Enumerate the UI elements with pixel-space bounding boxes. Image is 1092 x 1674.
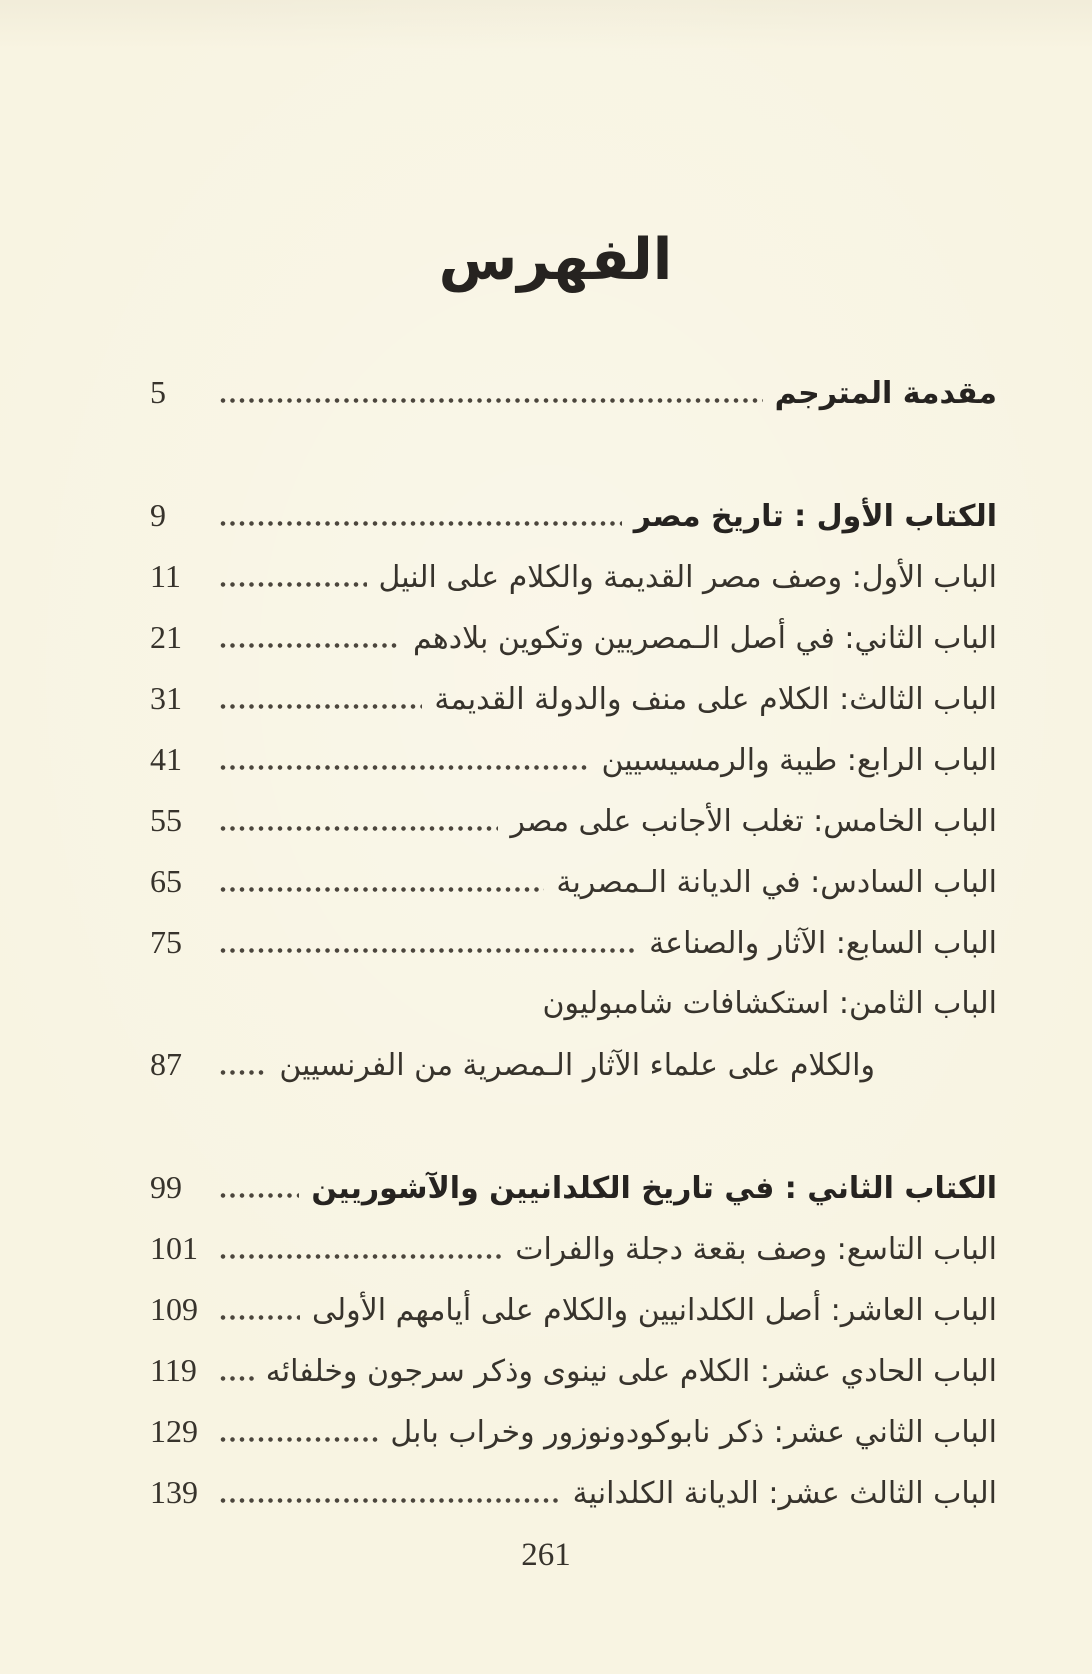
toc-section: [150, 362, 997, 423]
toc-entry: [150, 1340, 997, 1401]
toc-page-number: 21: [150, 619, 182, 655]
toc-page-number: 101: [150, 1230, 198, 1266]
toc-page-number: 31: [150, 680, 182, 716]
toc-entry-label: الكتاب الثاني : في تاريخ الكلدانيين والآشوريين: [311, 1171, 997, 1206]
toc-page-number: 75: [150, 924, 182, 960]
toc-page-number: 55: [150, 802, 182, 838]
dot-leader: [220, 1254, 503, 1259]
toc-entry: [150, 729, 997, 790]
dot-leader: [220, 826, 498, 831]
toc-list: [150, 362, 997, 1523]
toc-entry: [150, 362, 997, 423]
toc-page-number: 139: [150, 1474, 198, 1510]
dot-leader: [220, 765, 590, 770]
dot-leader: [220, 398, 763, 403]
toc-page-number: 99: [150, 1169, 182, 1205]
toc-page-number: 87: [150, 1046, 182, 1082]
dot-leader: [220, 643, 401, 648]
dot-leader: [220, 1070, 267, 1075]
toc-entry-label: والكلام على علماء الآثار الـمصرية من الفرنسيين: [279, 1048, 875, 1083]
toc-entry: [150, 973, 997, 1034]
toc-entry: [150, 851, 997, 912]
toc-entry: [150, 485, 997, 546]
toc-entry: [150, 607, 997, 668]
dot-leader: [220, 521, 622, 526]
toc-entry-label: الباب الخامس: تغلب الأجانب على مصر: [510, 804, 997, 839]
toc-entry-label: الباب الحادي عشر: الكلام على نينوى وذكر سرجون وخلفائه: [265, 1354, 997, 1389]
toc-entry: [150, 1218, 997, 1279]
toc-page-number: 41: [150, 741, 182, 777]
toc-page-number: 65: [150, 863, 182, 899]
toc-section: [150, 485, 997, 1095]
dot-leader: [220, 1437, 378, 1442]
toc-entry-label: الباب السابع: الآثار والصناعة: [649, 926, 997, 961]
toc-entry: [150, 790, 997, 851]
dot-leader: [220, 1193, 299, 1198]
toc-section: [150, 1157, 997, 1523]
toc-entry-label: الباب التاسع: وصف بقعة دجلة والفرات: [515, 1232, 997, 1267]
page-title: الفهرس: [438, 227, 673, 293]
toc-entry-label: الباب الثامن: استكشافات شامبوليون: [542, 986, 997, 1021]
toc-entry: [150, 546, 997, 607]
dot-leader: [220, 704, 422, 709]
dot-leader: [220, 582, 367, 587]
toc-entry-label: الباب العاشر: أصل الكلدانيين والكلام على أيامهم الأولى: [311, 1293, 997, 1328]
toc-entry-label: الباب الثالث: الكلام على منف والدولة القديمة: [434, 682, 997, 717]
toc-entry: [150, 912, 997, 973]
toc-entry-label: الكتاب الأول : تاريخ مصر: [633, 499, 997, 534]
toc-entry: [150, 1279, 997, 1340]
toc-page-number: 129: [150, 1413, 198, 1449]
toc-entry: [150, 1462, 997, 1523]
page-number-footer: 261: [521, 1537, 571, 1573]
toc-entry-label: الباب الرابع: طيبة والرمسيسيين: [601, 743, 997, 778]
toc-entry-label: مقدمة المترجم: [774, 376, 997, 411]
toc-entry-label: الباب الثاني: في أصل الـمصريين وتكوين بلادهم: [412, 621, 997, 656]
toc-page-number: 5: [150, 374, 166, 410]
dot-leader: [220, 1498, 561, 1503]
toc-entry: [150, 1157, 997, 1218]
dot-leader: [220, 1315, 300, 1320]
dot-leader: [220, 948, 637, 953]
toc-entry-label: الباب الأول: وصف مصر القديمة والكلام على النيل: [378, 560, 997, 595]
toc-entry: [150, 1034, 997, 1095]
toc-page-number: 109: [150, 1291, 198, 1327]
toc-page-number: 9: [150, 497, 166, 533]
toc-page-number: 119: [150, 1352, 197, 1388]
toc-page-number: 11: [150, 558, 181, 594]
toc-entry-label: الباب السادس: في الديانة الـمصرية: [556, 865, 997, 900]
dot-leader: [220, 1376, 254, 1381]
toc-entry: [150, 668, 997, 729]
toc-entry: [150, 1401, 997, 1462]
toc-entry-label: الباب الثاني عشر: ذكر نابوكودونوزور وخراب بابل: [390, 1415, 997, 1450]
dot-leader: [220, 887, 544, 892]
toc-entry-label: الباب الثالث عشر: الديانة الكلدانية: [572, 1476, 997, 1511]
